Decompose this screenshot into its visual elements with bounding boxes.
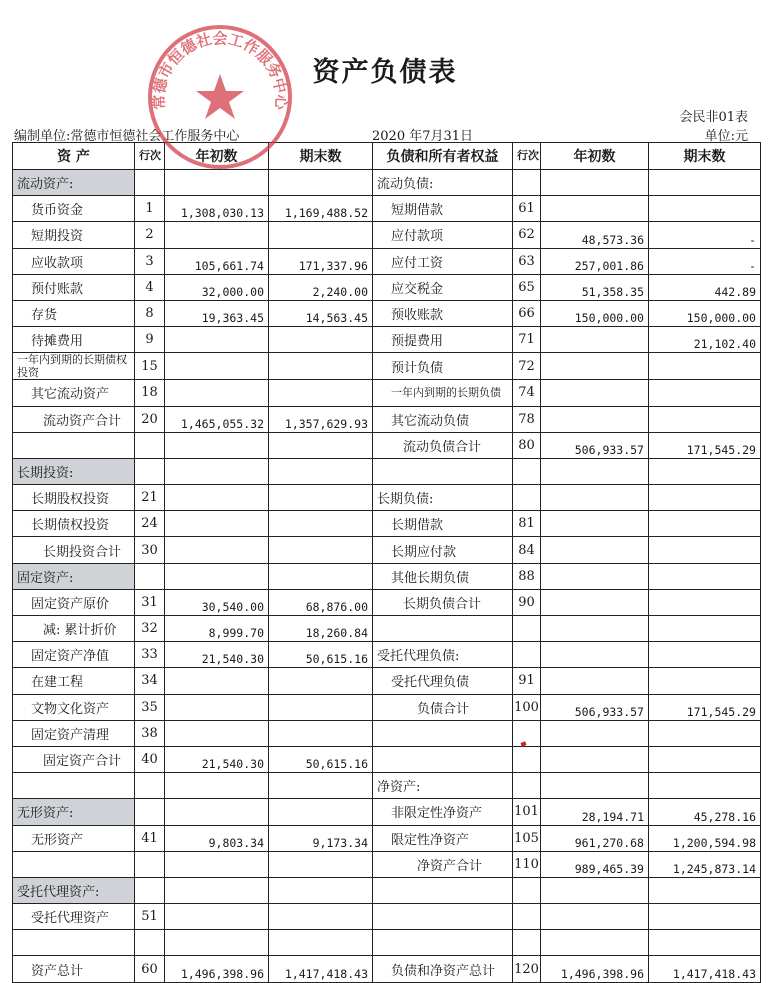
liability-line-no: 91	[513, 668, 541, 694]
asset-line-no: 41	[135, 825, 165, 851]
liability-item-label: 受托代理负债	[373, 668, 513, 694]
asset-line-no: 40	[135, 746, 165, 772]
table-row	[13, 511, 761, 537]
asset-begin-value	[165, 432, 269, 458]
liability-end-value: 171,545.29	[649, 694, 761, 720]
asset-end-value	[269, 694, 373, 720]
liability-end-value	[649, 642, 761, 668]
liability-line-no: 78	[513, 406, 541, 432]
liability-end-value	[649, 485, 761, 511]
liability-end-value: -	[649, 248, 761, 274]
liability-item-label	[373, 746, 513, 772]
asset-line-no: 4	[135, 274, 165, 300]
liability-line-no	[513, 170, 541, 196]
asset-end-value	[269, 877, 373, 903]
asset-line-no: 33	[135, 642, 165, 668]
asset-end-value: 18,260.84	[269, 616, 373, 642]
liability-end-value	[649, 773, 761, 799]
liability-begin-value	[541, 537, 649, 563]
asset-end-value: 171,337.96	[269, 248, 373, 274]
liability-item-label: 长期负债:	[373, 485, 513, 511]
reporting-entity: 编制单位:常德市恒德社会工作服务中心	[14, 129, 240, 144]
asset-line-no	[135, 930, 165, 956]
asset-end-value: 14,563.45	[269, 300, 373, 326]
liability-end-value: 45,278.16	[649, 799, 761, 825]
table-row	[13, 930, 761, 956]
liability-line-no: 110	[513, 851, 541, 877]
asset-item-label: 长期投资合计	[13, 537, 135, 563]
liability-end-value	[649, 668, 761, 694]
liability-begin-value	[541, 720, 649, 746]
liability-begin-value	[541, 668, 649, 694]
asset-line-no: 51	[135, 904, 165, 930]
liability-begin-value: 506,933.57	[541, 694, 649, 720]
asset-line-no: 8	[135, 300, 165, 326]
liability-line-no: 63	[513, 248, 541, 274]
liability-item-label: 其它流动负债	[373, 406, 513, 432]
asset-item-label: 受托代理资产:	[13, 877, 135, 903]
liability-begin-value	[541, 563, 649, 589]
asset-line-no	[135, 851, 165, 877]
table-row	[13, 773, 761, 799]
liability-begin-value: 28,194.71	[541, 799, 649, 825]
liability-line-no	[513, 773, 541, 799]
liability-item-label: 负债合计	[373, 694, 513, 720]
asset-begin-value	[165, 353, 269, 380]
asset-line-no: 35	[135, 694, 165, 720]
report-date: 2020 年7月31日	[372, 129, 474, 144]
liability-end-value	[649, 458, 761, 484]
asset-begin-value	[165, 327, 269, 353]
asset-end-value	[269, 380, 373, 406]
asset-line-no: 15	[135, 353, 165, 380]
asset-begin-value	[165, 170, 269, 196]
asset-begin-value	[165, 563, 269, 589]
balance-sheet-body	[13, 143, 761, 983]
liability-item-label: 应付款项	[373, 222, 513, 248]
liability-end-value	[649, 353, 761, 380]
asset-line-no: 32	[135, 616, 165, 642]
liability-begin-value	[541, 616, 649, 642]
liability-line-no: 71	[513, 327, 541, 353]
liability-end-value	[649, 511, 761, 537]
liability-line-no	[513, 930, 541, 956]
liability-begin-value: 150,000.00	[541, 300, 649, 326]
header-begin-2: 年初数	[541, 143, 649, 170]
asset-begin-value	[165, 380, 269, 406]
asset-end-value	[269, 511, 373, 537]
liability-end-value	[649, 196, 761, 222]
liability-begin-value	[541, 877, 649, 903]
liability-line-no	[513, 904, 541, 930]
balance-sheet-table	[12, 142, 761, 983]
liability-item-label	[373, 458, 513, 484]
currency-unit: 单位:元	[704, 129, 748, 144]
asset-end-value	[269, 773, 373, 799]
liability-end-value	[649, 746, 761, 772]
liability-end-value: 442.89	[649, 274, 761, 300]
liability-line-no: 81	[513, 511, 541, 537]
asset-item-label: 受托代理资产	[13, 904, 135, 930]
table-row	[13, 380, 761, 406]
asset-line-no: 2	[135, 222, 165, 248]
asset-item-label: 减: 累计折价	[13, 616, 135, 642]
liability-begin-value	[541, 930, 649, 956]
liability-begin-value: 961,270.68	[541, 825, 649, 851]
asset-line-no	[135, 170, 165, 196]
asset-line-no: 21	[135, 485, 165, 511]
asset-end-value	[269, 432, 373, 458]
asset-end-value: 68,876.00	[269, 589, 373, 615]
asset-begin-value	[165, 694, 269, 720]
asset-begin-value	[165, 668, 269, 694]
asset-item-label: 固定资产:	[13, 563, 135, 589]
asset-end-value: 50,615.16	[269, 642, 373, 668]
table-row	[13, 668, 761, 694]
asset-end-value	[269, 485, 373, 511]
table-row	[13, 274, 761, 300]
asset-begin-value: 30,540.00	[165, 589, 269, 615]
liability-item-label: 预计负债	[373, 353, 513, 380]
asset-line-no: 30	[135, 537, 165, 563]
table-row	[13, 300, 761, 326]
liability-item-label	[373, 720, 513, 746]
table-row	[13, 694, 761, 720]
liability-item-label: 流动负债:	[373, 170, 513, 196]
asset-end-value	[269, 353, 373, 380]
liability-line-no: 80	[513, 432, 541, 458]
liability-line-no: 74	[513, 380, 541, 406]
asset-end-value	[269, 668, 373, 694]
asset-line-no: 20	[135, 406, 165, 432]
liability-begin-value: 1,496,398.96	[541, 956, 649, 982]
asset-begin-value	[165, 851, 269, 877]
asset-item-label: 无形资产:	[13, 799, 135, 825]
asset-begin-value	[165, 485, 269, 511]
asset-item-label: 固定资产清理	[13, 720, 135, 746]
liability-begin-value: 506,933.57	[541, 432, 649, 458]
asset-end-value	[269, 170, 373, 196]
liability-line-no	[513, 877, 541, 903]
asset-end-value	[269, 904, 373, 930]
liability-line-no: 101	[513, 799, 541, 825]
liability-item-label: 应付工资	[373, 248, 513, 274]
asset-end-value: 9,173.34	[269, 825, 373, 851]
asset-end-value	[269, 327, 373, 353]
asset-item-label: 固定资产合计	[13, 746, 135, 772]
asset-line-no: 24	[135, 511, 165, 537]
asset-begin-value: 1,308,030.13	[165, 196, 269, 222]
liability-item-label: 长期借款	[373, 511, 513, 537]
liability-item-label: 净资产:	[373, 773, 513, 799]
liability-begin-value	[541, 511, 649, 537]
seal-text: 常德市恒德社会工作服务中心	[149, 29, 291, 110]
liability-item-label: 负债和净资产总计	[373, 956, 513, 982]
liability-item-label: 预收账款	[373, 300, 513, 326]
asset-item-label: 固定资产净值	[13, 642, 135, 668]
liability-item-label: 长期负债合计	[373, 589, 513, 615]
asset-line-no: 60	[135, 956, 165, 982]
liability-end-value	[649, 589, 761, 615]
asset-line-no	[135, 432, 165, 458]
asset-item-label: 流动资产:	[13, 170, 135, 196]
asset-line-no: 31	[135, 589, 165, 615]
liability-end-value	[649, 537, 761, 563]
asset-item-label	[13, 773, 135, 799]
liability-line-no	[513, 720, 541, 746]
liability-end-value	[649, 616, 761, 642]
asset-begin-value	[165, 458, 269, 484]
asset-item-label: 无形资产	[13, 825, 135, 851]
liability-end-value: 150,000.00	[649, 300, 761, 326]
liability-line-no: 120	[513, 956, 541, 982]
liability-item-label: 净资产合计	[373, 851, 513, 877]
liability-line-no: 105	[513, 825, 541, 851]
asset-begin-value: 1,465,055.32	[165, 406, 269, 432]
asset-end-value	[269, 851, 373, 877]
liability-item-label: 预提费用	[373, 327, 513, 353]
asset-begin-value: 21,540.30	[165, 642, 269, 668]
liability-begin-value	[541, 406, 649, 432]
asset-end-value	[269, 799, 373, 825]
asset-item-label	[13, 930, 135, 956]
liability-begin-value	[541, 196, 649, 222]
liability-end-value: 1,200,594.98	[649, 825, 761, 851]
table-row	[13, 327, 761, 353]
asset-begin-value: 21,540.30	[165, 746, 269, 772]
liability-end-value: 171,545.29	[649, 432, 761, 458]
asset-begin-value: 8,999.70	[165, 616, 269, 642]
header-asset: 资 产	[13, 143, 135, 170]
asset-item-label: 固定资产原价	[13, 589, 135, 615]
asset-item-label	[13, 851, 135, 877]
liability-line-no: 72	[513, 353, 541, 380]
liability-begin-value	[541, 327, 649, 353]
liability-item-label	[373, 930, 513, 956]
liability-end-value	[649, 720, 761, 746]
table-row	[13, 589, 761, 615]
asset-begin-value	[165, 773, 269, 799]
asset-end-value	[269, 563, 373, 589]
table-row	[13, 642, 761, 668]
liability-begin-value: 48,573.36	[541, 222, 649, 248]
asset-end-value	[269, 930, 373, 956]
liability-line-no: 61	[513, 196, 541, 222]
header-line-no: 行次	[135, 143, 165, 170]
liability-item-label: 受托代理负债:	[373, 642, 513, 668]
liability-begin-value	[541, 642, 649, 668]
liability-item-label	[373, 616, 513, 642]
table-row	[13, 851, 761, 877]
asset-item-label: 流动资产合计	[13, 406, 135, 432]
table-row	[13, 248, 761, 274]
liability-begin-value: 257,001.86	[541, 248, 649, 274]
asset-end-value: 50,615.16	[269, 746, 373, 772]
liability-end-value	[649, 877, 761, 903]
liability-begin-value: 989,465.39	[541, 851, 649, 877]
liability-line-no: 100	[513, 694, 541, 720]
liability-line-no: 84	[513, 537, 541, 563]
table-row	[13, 458, 761, 484]
asset-end-value: 1,169,488.52	[269, 196, 373, 222]
liability-begin-value	[541, 904, 649, 930]
asset-item-label: 文物文化资产	[13, 694, 135, 720]
asset-item-label: 长期股权投资	[13, 485, 135, 511]
liability-end-value: 1,245,873.14	[649, 851, 761, 877]
asset-begin-value	[165, 904, 269, 930]
liability-line-no	[513, 616, 541, 642]
table-row	[13, 432, 761, 458]
asset-end-value	[269, 458, 373, 484]
asset-line-no	[135, 563, 165, 589]
table-row	[13, 353, 761, 380]
asset-line-no: 18	[135, 380, 165, 406]
asset-line-no	[135, 799, 165, 825]
asset-line-no: 1	[135, 196, 165, 222]
asset-line-no	[135, 773, 165, 799]
liability-begin-value	[541, 589, 649, 615]
liability-begin-value	[541, 353, 649, 380]
liability-line-no: 65	[513, 274, 541, 300]
asset-item-label: 预付账款	[13, 274, 135, 300]
asset-begin-value	[165, 877, 269, 903]
asset-line-no: 38	[135, 720, 165, 746]
liability-item-label: 长期应付款	[373, 537, 513, 563]
asset-item-label: 待摊费用	[13, 327, 135, 353]
liability-item-label: 一年内到期的长期负债	[373, 380, 513, 406]
liability-end-value	[649, 930, 761, 956]
table-row	[13, 222, 761, 248]
form-number: 会民非01表	[679, 110, 748, 125]
table-row	[13, 406, 761, 432]
asset-begin-value: 19,363.45	[165, 300, 269, 326]
asset-begin-value	[165, 720, 269, 746]
asset-begin-value: 1,496,398.96	[165, 956, 269, 982]
liability-end-value: 21,102.40	[649, 327, 761, 353]
liability-end-value	[649, 380, 761, 406]
liability-begin-value: 51,358.35	[541, 274, 649, 300]
header-line-no-2: 行次	[513, 143, 541, 170]
liability-line-no	[513, 642, 541, 668]
asset-line-no	[135, 877, 165, 903]
table-row	[13, 170, 761, 196]
liability-line-no: 88	[513, 563, 541, 589]
asset-item-label: 长期投资:	[13, 458, 135, 484]
table-row	[13, 956, 761, 982]
header-liabilities: 负债和所有者权益	[373, 143, 513, 170]
asset-end-value: 1,417,418.43	[269, 956, 373, 982]
table-row	[13, 877, 761, 903]
asset-line-no: 34	[135, 668, 165, 694]
liability-line-no: 66	[513, 300, 541, 326]
liability-line-no	[513, 746, 541, 772]
asset-item-label: 资产总计	[13, 956, 135, 982]
asset-item-label: 其它流动资产	[13, 380, 135, 406]
liability-begin-value	[541, 170, 649, 196]
asset-end-value	[269, 720, 373, 746]
document-title: 资产负债表	[312, 57, 458, 88]
asset-begin-value	[165, 930, 269, 956]
liability-line-no: 90	[513, 589, 541, 615]
liability-begin-value	[541, 458, 649, 484]
liability-begin-value	[541, 746, 649, 772]
liability-line-no: 62	[513, 222, 541, 248]
table-row	[13, 746, 761, 772]
liability-item-label: 应交税金	[373, 274, 513, 300]
asset-begin-value	[165, 511, 269, 537]
table-row	[13, 825, 761, 851]
table-row	[13, 537, 761, 563]
liability-end-value: 1,417,418.43	[649, 956, 761, 982]
asset-item-label: 长期债权投资	[13, 511, 135, 537]
asset-begin-value	[165, 222, 269, 248]
asset-end-value	[269, 537, 373, 563]
asset-line-no: 3	[135, 248, 165, 274]
liability-end-value	[649, 563, 761, 589]
table-row	[13, 196, 761, 222]
asset-item-label: 货币资金	[13, 196, 135, 222]
asset-begin-value: 9,803.34	[165, 825, 269, 851]
table-row	[13, 616, 761, 642]
header-end: 期末数	[269, 143, 373, 170]
liability-begin-value	[541, 380, 649, 406]
liability-item-label: 限定性净资产	[373, 825, 513, 851]
asset-begin-value	[165, 537, 269, 563]
table-row	[13, 485, 761, 511]
asset-end-value	[269, 222, 373, 248]
asset-end-value: 2,240.00	[269, 274, 373, 300]
header-end-2: 期末数	[649, 143, 761, 170]
table-row	[13, 799, 761, 825]
liability-begin-value	[541, 485, 649, 511]
table-header-row	[13, 143, 761, 170]
liability-begin-value	[541, 773, 649, 799]
liability-item-label: 流动负债合计	[373, 432, 513, 458]
asset-item-label: 应收款项	[13, 248, 135, 274]
table-row	[13, 904, 761, 930]
table-row	[13, 563, 761, 589]
asset-item-label: 存货	[13, 300, 135, 326]
asset-line-no	[135, 458, 165, 484]
liability-item-label	[373, 877, 513, 903]
asset-end-value: 1,357,629.93	[269, 406, 373, 432]
liability-end-value	[649, 406, 761, 432]
asset-begin-value: 32,000.00	[165, 274, 269, 300]
asset-begin-value	[165, 799, 269, 825]
asset-begin-value: 105,661.74	[165, 248, 269, 274]
liability-line-no	[513, 485, 541, 511]
liability-line-no	[513, 458, 541, 484]
liability-end-value: -	[649, 222, 761, 248]
liability-end-value	[649, 904, 761, 930]
liability-item-label	[373, 904, 513, 930]
liability-item-label: 非限定性净资产	[373, 799, 513, 825]
asset-item-label: 短期投资	[13, 222, 135, 248]
header-begin: 年初数	[165, 143, 269, 170]
asset-item-label: 一年内到期的长期债权投资	[13, 353, 135, 380]
asset-item-label: 在建工程	[13, 668, 135, 694]
asset-item-label	[13, 432, 135, 458]
table-row	[13, 720, 761, 746]
asset-line-no: 9	[135, 327, 165, 353]
liability-item-label: 短期借款	[373, 196, 513, 222]
liability-item-label: 其他长期负债	[373, 563, 513, 589]
liability-end-value	[649, 170, 761, 196]
